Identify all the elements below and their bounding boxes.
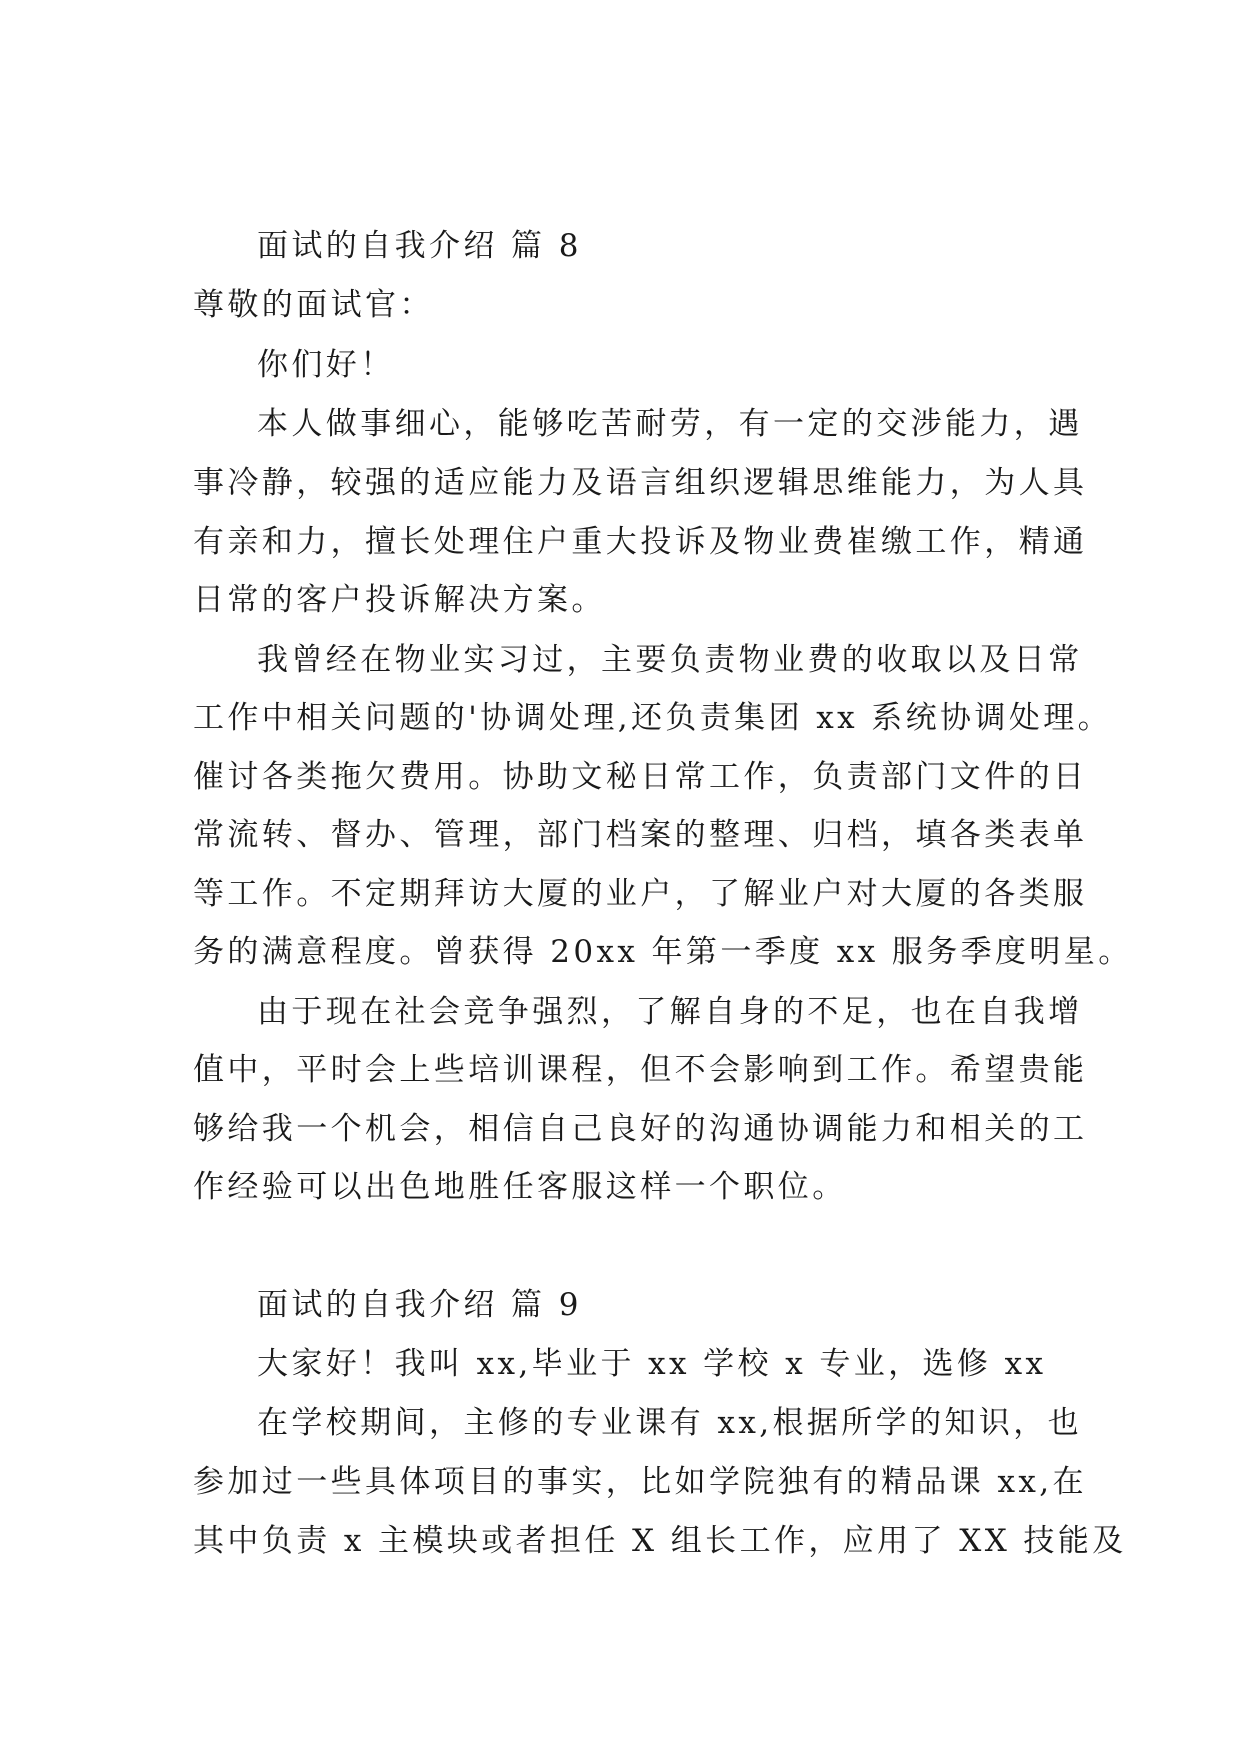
paragraph-line: 参加过一些具体项目的事实，比如学院独有的精品课 xx,在 bbox=[193, 1464, 1087, 1500]
paragraph-line: 大家好！我叫 xx,毕业于 xx 学校 x 专业，选修 xx bbox=[257, 1346, 1047, 1382]
paragraph-line: 务的满意程度。曾获得 20xx 年第一季度 xx 服务季度明星。 bbox=[193, 934, 1133, 970]
paragraph-line: 等工作。不定期拜访大厦的业户，了解业户对大厦的各类服 bbox=[193, 876, 1088, 912]
paragraph-line: 我曾经在物业实习过，主要负责物业费的收取以及日常 bbox=[257, 642, 1083, 678]
salutation: 尊敬的面试官： bbox=[193, 287, 434, 323]
paragraph-line: 作经验可以出色地胜任客服这样一个职位。 bbox=[193, 1169, 847, 1205]
paragraph-line: 由于现在社会竞争强烈，了解自身的不足，也在自我增 bbox=[257, 994, 1083, 1030]
paragraph-line: 值中，平时会上些培训课程，但不会影响到工作。希望贵能 bbox=[193, 1052, 1088, 1088]
paragraph-line: 有亲和力，擅长处理住户重大投诉及物业费崔缴工作，精通 bbox=[193, 524, 1088, 560]
paragraph-line: 事冷静，较强的适应能力及语言组织逻辑思维能力，为人具 bbox=[193, 465, 1088, 501]
paragraph-line: 常流转、督办、管理，部门档案的整理、归档，填各类表单 bbox=[193, 817, 1088, 853]
paragraph-line: 其中负责 x 主模块或者担任 X 组长工作，应用了 XX 技能及 bbox=[193, 1523, 1127, 1559]
paragraph-line: 工作中相关问题的'协调处理,还负责集团 xx 系统协调处理。 bbox=[193, 700, 1113, 736]
paragraph-line: 日常的客户投诉解决方案。 bbox=[193, 582, 606, 618]
paragraph-line: 本人做事细心，能够吃苦耐劳，有一定的交涉能力，遇 bbox=[257, 406, 1083, 442]
section-9-heading: 面试的自我介绍 篇 9 bbox=[257, 1287, 582, 1323]
section-8-heading: 面试的自我介绍 篇 8 bbox=[257, 228, 582, 264]
paragraph-line: 够给我一个机会，相信自己良好的沟通协调能力和相关的工 bbox=[193, 1111, 1088, 1147]
paragraph-line: 催讨各类拖欠费用。协助文秘日常工作，负责部门文件的日 bbox=[193, 759, 1088, 795]
paragraph-line: 在学校期间，主修的专业课有 xx,根据所学的知识，也 bbox=[257, 1405, 1083, 1441]
greeting: 你们好！ bbox=[257, 347, 395, 383]
